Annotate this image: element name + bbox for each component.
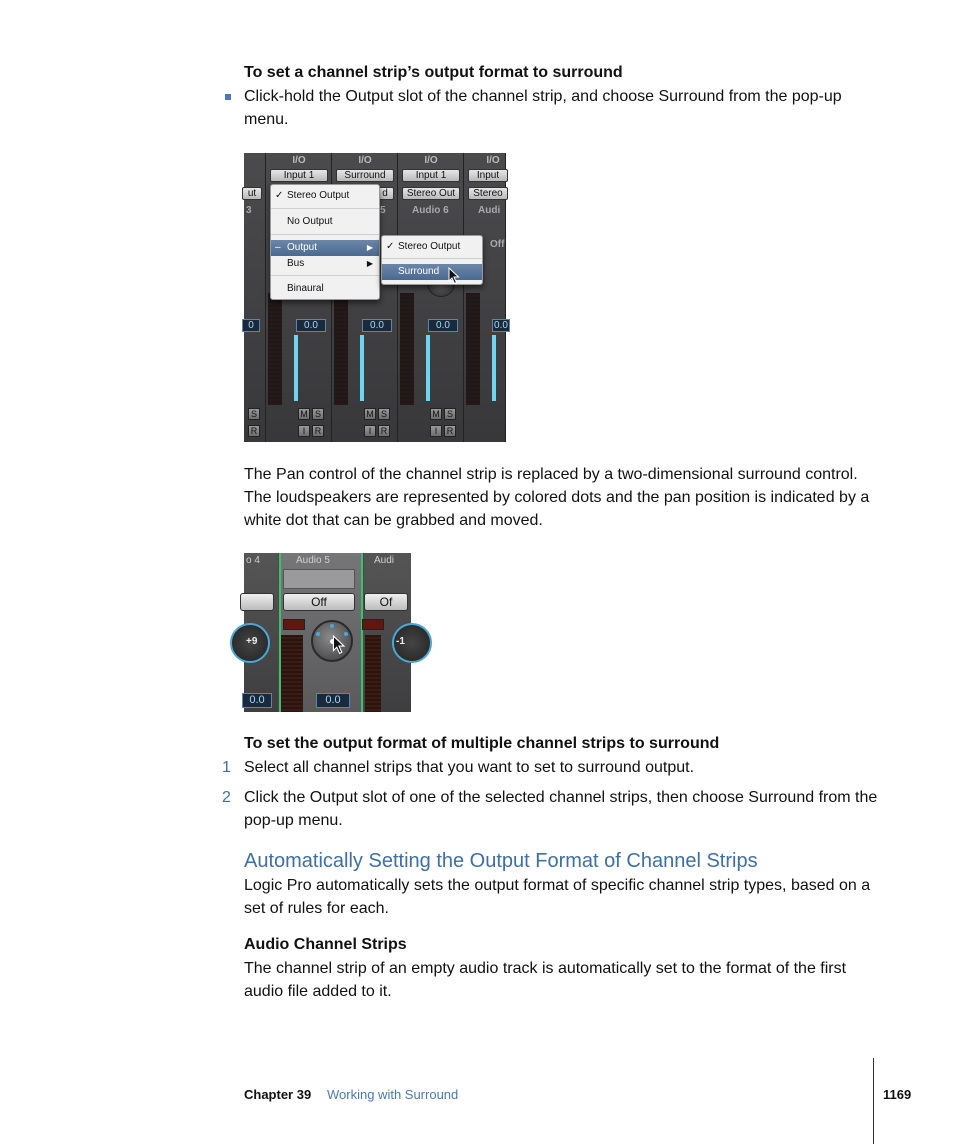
- strip-name: Audio 5: [296, 555, 330, 566]
- level-meter: [400, 293, 414, 405]
- off-button[interactable]: [240, 593, 274, 611]
- solo-button[interactable]: S: [312, 408, 324, 420]
- record-button[interactable]: R: [248, 425, 260, 437]
- mute-button[interactable]: M: [430, 408, 442, 420]
- volume-value[interactable]: 0.0: [362, 319, 392, 332]
- task-heading-surround: To set a channel strip’s output format to surround: [244, 64, 623, 81]
- strip-name: 3: [246, 205, 252, 216]
- menu-item-output[interactable]: [271, 240, 379, 256]
- page-number: 1169: [883, 1087, 912, 1102]
- menu-item-bus[interactable]: [271, 256, 379, 272]
- input-slot[interactable]: Input 1: [270, 169, 328, 182]
- input-slot[interactable]: Input: [468, 169, 508, 182]
- output-slot[interactable]: d: [376, 187, 394, 200]
- mouse-cursor-icon: [448, 267, 460, 285]
- clip-indicator: [362, 619, 384, 630]
- io-label: I/O: [292, 155, 306, 166]
- volume-value[interactable]: 0.0: [492, 319, 510, 332]
- strip-name: Audi: [374, 555, 395, 566]
- menu-item-label: Output: [287, 242, 318, 253]
- step-text: Click the Output slot of one of the selected channel strips, then choose Surround from the pop-up menu.: [244, 789, 878, 829]
- input-monitor-button[interactable]: I: [298, 425, 310, 437]
- level-meter: [334, 293, 348, 405]
- menu-item-no-output[interactable]: [271, 214, 379, 230]
- output-off-button[interactable]: Off: [283, 593, 355, 611]
- input-slot[interactable]: Input 1: [402, 169, 460, 182]
- volume-fader[interactable]: [360, 335, 364, 401]
- step-text: Select all channel strips that you want to set to surround output.: [244, 759, 695, 776]
- clip-indicator: [283, 619, 305, 630]
- strip-name: Audio 6: [412, 205, 449, 216]
- menu-item-surround[interactable]: [382, 264, 482, 280]
- volume-fader[interactable]: [426, 335, 430, 401]
- volume-value[interactable]: 0.0: [296, 319, 326, 332]
- step-number: 1: [222, 759, 231, 776]
- input-monitor-button[interactable]: I: [364, 425, 376, 437]
- menu-item-label: Bus: [287, 258, 305, 269]
- mixer-popup-figure: [244, 153, 506, 442]
- mute-button[interactable]: M: [364, 408, 376, 420]
- menu-item-label: Stereo Output: [398, 241, 461, 252]
- output-popup-menu: [270, 184, 380, 300]
- solo-button[interactable]: S: [378, 408, 390, 420]
- task-heading-multiple-strips: To set the output format of multiple channel strips to surround: [244, 735, 720, 752]
- menu-item-label: Stereo Output: [287, 190, 350, 201]
- mouse-cursor-icon: [332, 635, 346, 655]
- mute-button[interactable]: M: [298, 408, 310, 420]
- volume-fader[interactable]: [294, 335, 298, 401]
- volume-fader[interactable]: [492, 335, 496, 401]
- menu-separator: [271, 208, 379, 209]
- level-meter: [365, 635, 381, 712]
- record-button[interactable]: R: [378, 425, 390, 437]
- volume-value[interactable]: 0.0: [242, 693, 272, 708]
- menu-item-label: No Output: [287, 216, 333, 227]
- output-off-button[interactable]: Of: [364, 593, 408, 611]
- level-meter: [466, 293, 480, 405]
- strip-name: Audi: [478, 205, 501, 216]
- record-button[interactable]: R: [444, 425, 456, 437]
- checkmark-icon: ✓: [386, 241, 395, 252]
- output-slot[interactable]: ut: [242, 187, 262, 200]
- output-slot[interactable]: Stereo: [468, 187, 508, 200]
- io-label: I/O: [486, 155, 500, 166]
- strip-name: o 4: [246, 555, 260, 566]
- menu-item-stereo-output[interactable]: [271, 188, 379, 204]
- speaker-dot: [316, 632, 320, 636]
- submenu-arrow-icon: ▶: [366, 243, 373, 252]
- menu-separator: [271, 234, 379, 235]
- menu-item-label: Surround: [398, 266, 440, 277]
- subsection-body: The channel strip of an empty audio track is automatically set to the format of the first audio file added to it.: [244, 960, 847, 1000]
- step-number: 2: [222, 789, 231, 806]
- footer-chapter: Chapter 39: [244, 1087, 312, 1102]
- bullet-marker: [225, 94, 231, 100]
- level-meter: [281, 635, 303, 712]
- menu-item-stereo-output[interactable]: [382, 239, 482, 255]
- subsection-heading: Audio Channel Strips: [244, 936, 407, 953]
- dash-marker: –: [275, 242, 281, 253]
- speaker-dot: [330, 624, 334, 628]
- submenu-arrow-icon: ▶: [366, 259, 373, 268]
- section-heading: Automatically Setting the Output Format of Channel Strips: [244, 850, 758, 872]
- pan-value: +9: [246, 636, 258, 647]
- footer-chapter-title: Working with Surround: [327, 1087, 459, 1102]
- checkmark-icon: ✓: [275, 190, 284, 201]
- volume-value[interactable]: 0.0: [428, 319, 458, 332]
- strip-name: 5: [380, 205, 386, 216]
- off-label: Off: [490, 239, 505, 250]
- surround-control-figure: [244, 553, 411, 712]
- footer-divider: [873, 1058, 874, 1144]
- output-submenu: [381, 235, 483, 285]
- volume-value[interactable]: 0: [242, 319, 260, 332]
- solo-button[interactable]: S: [248, 408, 260, 420]
- io-label: I/O: [358, 155, 372, 166]
- input-monitor-button[interactable]: I: [430, 425, 442, 437]
- level-meter: [268, 293, 282, 405]
- pan-value: -1: [396, 636, 405, 647]
- io-label: I/O: [424, 155, 438, 166]
- menu-item-binaural[interactable]: [271, 281, 379, 297]
- volume-value[interactable]: 0.0: [316, 693, 350, 708]
- menu-separator: [382, 258, 482, 259]
- section-body: Logic Pro automatically sets the output format of specific channel strip types, based on a set of rules for each.: [244, 877, 871, 917]
- menu-item-label: Binaural: [287, 283, 324, 294]
- output-slot[interactable]: Stereo Out: [402, 187, 460, 200]
- bullet-text: Click-hold the Output slot of the channel strip, and choose Surround from the pop-up menu.: [244, 88, 842, 128]
- name-field: [283, 569, 355, 589]
- record-button[interactable]: R: [312, 425, 324, 437]
- menu-separator: [271, 275, 379, 276]
- solo-button[interactable]: S: [444, 408, 456, 420]
- surround-control-description: The Pan control of the channel strip is replaced by a two-dimensional surround control. The loudspeakers are represented by colored dots and the pan position is indicated by a white dot that can be grabbed and moved.: [244, 466, 870, 529]
- input-slot[interactable]: Surround: [336, 169, 394, 182]
